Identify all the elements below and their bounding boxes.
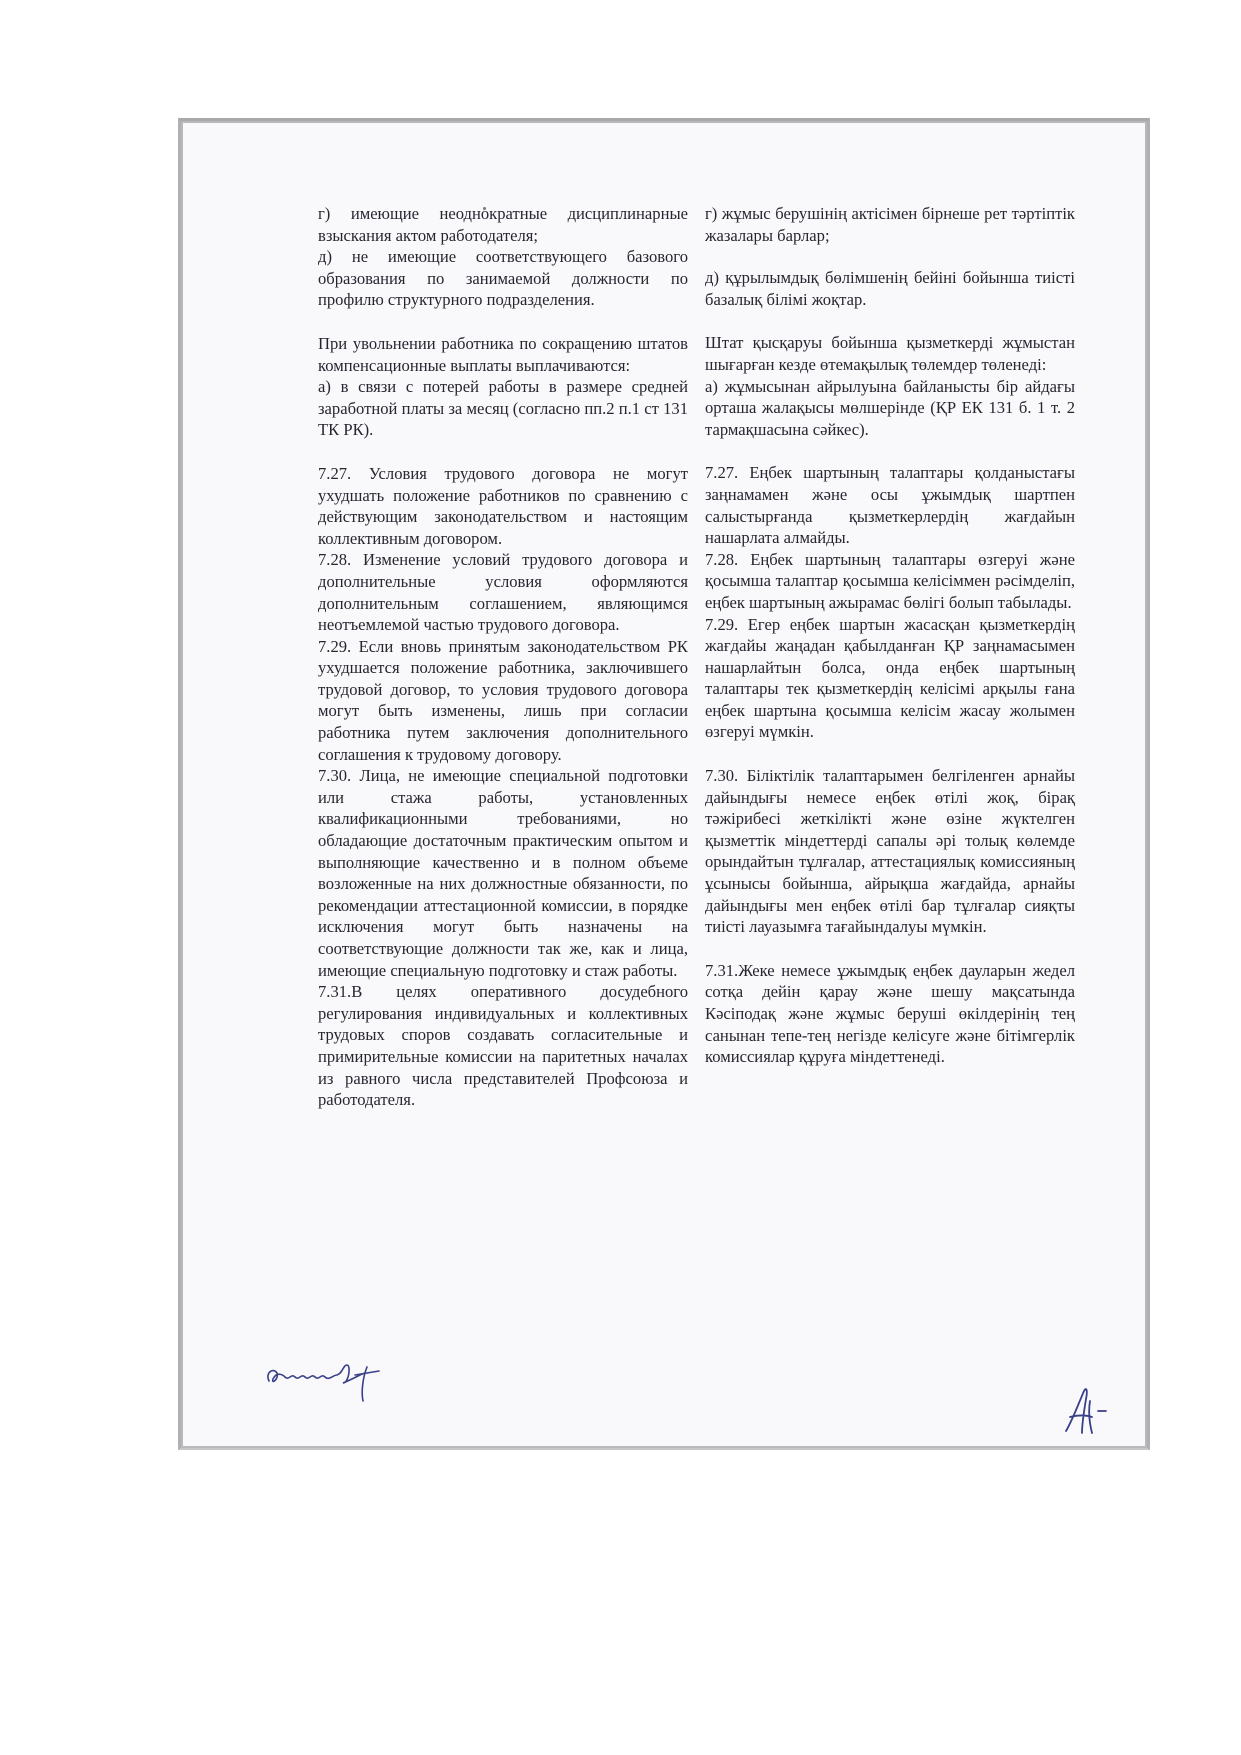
scanned-page [178,118,1150,1450]
handwritten-initial-right [1062,1381,1112,1437]
ru-dismissal-intro: При увольнении работника по сокращению штатов компенсационные выплаты выплачиваются: [318,333,688,375]
ru-clause-7-27: 7.27. Условия трудового договора не могут ухудшать положение работников по сравнению с действующим законодательством и настоящим коллективным договором. [318,463,688,548]
ru-clause-7-31: 7.31.В целях оперативного досудебного регулирования индивидуальных и коллективных трудовых споров создавать согласительные и примирительные комиссии на паритетных началах из равного числа представителей Профсоюза и работодателя. [318,982,688,1110]
ru-clause-7-29: 7.29. Если вновь принятым законодательством РК ухудшается положение работника, заключившего трудовой договор, то условия трудового договора могут быть изменены, лишь при согласии работника путем заключения дополнительного соглашения к трудовому договору. [318,636,688,764]
kz-item-d: д) құрылымдық бөлімшенің бейіні бойынша тиісті базалық білімі жоқтар. [705,268,1075,309]
handwritten-signature-left [263,1353,385,1403]
kz-clause-7-29: 7.29. Егер еңбек шартын жасасқан қызметкердің жағдайы жаңадан қабылданған ҚР заңнамасымен нашарлайтын болса, онда еңбек шартының талаптары тек қызметкердің келісімі арқылы ғана еңбек шартына қосымша келісім жасау жолымен өзгеруі мүмкін. [705,614,1075,742]
kz-clause-7-27: 7.27. Еңбек шартының талаптары қолданыстағы заңнамамен және осы ұжымдық шартпен салыстырғанда қызметкерлердің жағдайын нашарлата алмайды. [705,463,1075,548]
kz-clause-7-28: 7.28. Еңбек шартының талаптары өзгеруі және қосымша талаптар қосымша келісіммен рәсімделіп, еңбек шартының ажырамас бөлігі болып табылады. [705,549,1075,612]
ru-item-g: г) имеющие неоднократные дисциплинарные взыскания актом работодателя; [318,204,688,245]
kz-clause-7-31: 7.31.Жеке немесе ұжымдық еңбек дауларын жедел сотқа дейін қарау және шешу мақсатында Кәсіподақ және жұмыс беруші өкілдерінің тең санынан тепе-тең негізде келісуге және бітімгерлік комиссиялар құруға міндеттенеді. [705,960,1075,1067]
ru-clause-7-28: 7.28. Изменение условий трудового договора и дополнительные условия оформляются дополнительным соглашением, являющимся неотъемлемой частью трудового договора. [318,550,688,635]
ru-clause-7-30: 7.30. Лица, не имеющие специальной подготовки или стажа работы, установленных квалификационными требованиями, но обладающие достаточным практическим опытом и выполняющие качественно и в полном объеме возложенные на них должностные обязанности, по рекомендации аттестационной комиссии, в порядке исключения могут быть назначены на соответствующие должности так же, как и лица, имеющие специальную подготовку и стаж работы. [318,766,688,980]
kz-item-g: г) жұмыс берушінің актісімен бірнеше рет тәртіптік жазалары барлар; [705,204,1075,245]
ru-item-d: д) не имеющие соответствующего базового образования по занимаемой должности по профилю структурного подразделения. [318,247,688,310]
kz-dismissal-a: а) жұмысынан айрылуына байланысты бір айдағы орташа жалақысы мөлшерінде (ҚР ЕК 131 б. 1 т. 2 тармақшасына сәйкес). [705,376,1075,439]
ru-dismissal-a: а) в связи с потерей работы в размере средней заработной платы за месяц (согласно пп.2 п.1 ст 131 ТК РК). [318,377,688,440]
russian-column [318,203,688,1111]
kazakh-column [705,203,1075,1068]
kz-clause-7-30: 7.30. Біліктілік талаптарымен белгіленген арнайы дайындығы немесе еңбек өтілі жоқ, бірақ тәжірибесі жеткілікті және өзіне жүктелген қызметтік міндеттерді сапалы әрі толық көлемде орындайтын тұлғалар, аттестациялық комиссияның ұсынысы бойынша, айрықша жағдайда, арнайы дайындығы мен еңбек өтілі бар тұлғалар сияқты тиісті лауазымға тағайындалуы мүмкін. [705,766,1075,937]
kz-dismissal-intro: Штат қысқаруы бойынша қызметкерді жұмыстан шығарған кезде өтемақылық төлемдер төленеді: [705,333,1075,374]
